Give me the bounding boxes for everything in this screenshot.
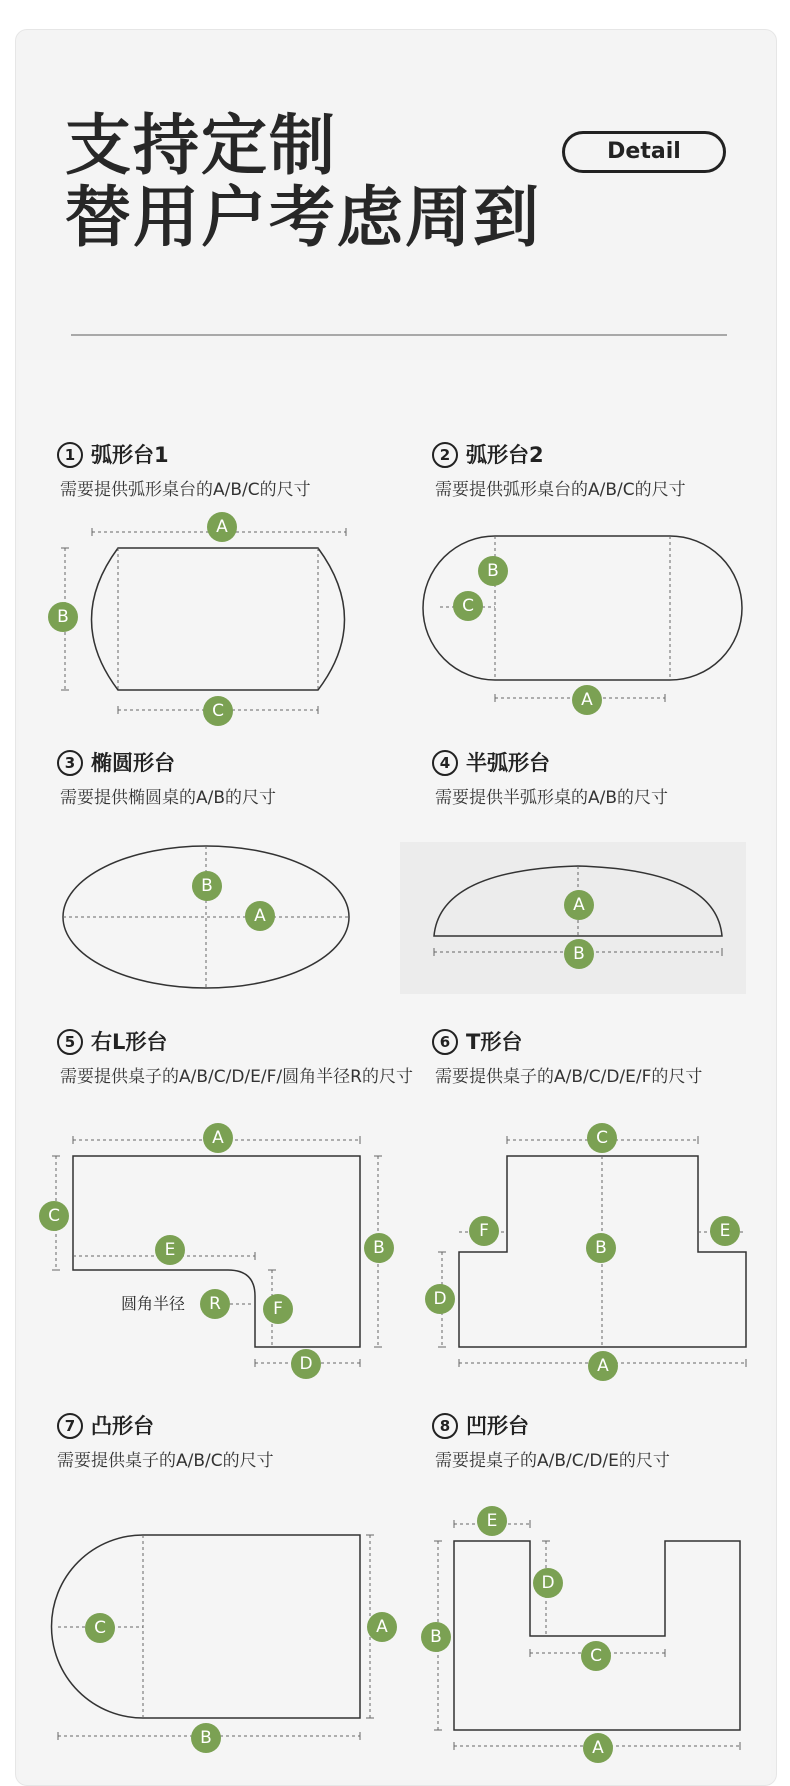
- svg-text:B: B: [573, 944, 585, 964]
- section-desc-7: 需要提供桌子的A/B/C的尺寸: [57, 1451, 274, 1471]
- svg-text:B: B: [57, 607, 69, 627]
- section-title-7: 7 凸形台: [57, 1410, 154, 1440]
- badge-d6-D: [425, 1284, 455, 1314]
- badge-d2-C: [453, 591, 483, 621]
- badge-d8-A: [583, 1733, 613, 1763]
- detail-button[interactable]: Detail: [562, 131, 726, 173]
- badge-d5-E: [155, 1235, 185, 1265]
- svg-text:B: B: [200, 1728, 212, 1748]
- svg-text:F: F: [479, 1221, 489, 1241]
- badge-d7-B: [191, 1723, 221, 1753]
- section-title-2: 2 弧形台2: [432, 439, 544, 469]
- radius-label: 圆角半径: [121, 1294, 186, 1313]
- badge-d3-B: [192, 871, 222, 901]
- badge-d4-A: [564, 890, 594, 920]
- section-number-6: 6: [432, 1029, 458, 1055]
- diagram-concave-table: [434, 1520, 740, 1750]
- svg-text:A: A: [216, 517, 228, 537]
- svg-text:D: D: [299, 1354, 313, 1374]
- badge-d5-C: [39, 1201, 69, 1231]
- section-number-3: 3: [57, 750, 83, 776]
- svg-text:E: E: [164, 1240, 176, 1260]
- badge-d8-B: [421, 1622, 451, 1652]
- badge-d7-A: [367, 1612, 397, 1642]
- svg-text:B: B: [201, 876, 213, 896]
- svg-text:D: D: [541, 1573, 555, 1593]
- section-desc-4: 需要提供半弧形桌的A/B的尺寸: [435, 788, 669, 808]
- svg-text:A: A: [597, 1356, 609, 1376]
- badge-d2-B: [478, 556, 508, 586]
- badge-d6-A: [588, 1351, 618, 1381]
- badge-d1-A: [207, 512, 237, 542]
- badge-d5-R: [200, 1289, 230, 1319]
- badge-d6-F: [469, 1216, 499, 1246]
- section-title-6: 6 T形台: [432, 1026, 522, 1056]
- badge-d8-C: [581, 1641, 611, 1671]
- svg-text:E: E: [486, 1511, 498, 1531]
- svg-text:D: D: [433, 1289, 447, 1309]
- badge-d5-B: [364, 1233, 394, 1263]
- badge-d1-C: [203, 696, 233, 726]
- page-title-line-2: 替用户考虑周到: [65, 179, 541, 256]
- section-title-8: 8 凹形台: [432, 1410, 529, 1440]
- badge-d5-F: [263, 1294, 293, 1324]
- section-desc-1: 需要提供弧形桌台的A/B/C的尺寸: [60, 480, 311, 500]
- svg-text:C: C: [212, 701, 224, 721]
- svg-text:C: C: [94, 1618, 106, 1638]
- badge-d1-B: [48, 602, 78, 632]
- svg-text:B: B: [430, 1627, 442, 1647]
- svg-text:C: C: [590, 1646, 602, 1666]
- svg-text:E: E: [719, 1221, 731, 1241]
- section-desc-3: 需要提供椭圆桌的A/B的尺寸: [60, 788, 277, 808]
- svg-text:R: R: [209, 1294, 221, 1314]
- svg-text:B: B: [595, 1238, 607, 1258]
- svg-text:A: A: [581, 690, 593, 710]
- svg-text:A: A: [592, 1738, 604, 1758]
- svg-text:C: C: [596, 1128, 608, 1148]
- svg-text:C: C: [462, 596, 474, 616]
- page-title-line-1: 支持定制: [65, 107, 337, 184]
- section-desc-6: 需要提供桌子的A/B/C/D/E/F的尺寸: [435, 1067, 703, 1087]
- svg-text:B: B: [373, 1238, 385, 1258]
- badge-d5-D: [291, 1349, 321, 1379]
- badge-d3-A: [245, 901, 275, 931]
- section-desc-2: 需要提供弧形桌台的A/B/C的尺寸: [435, 480, 686, 500]
- badge-d7-C: [85, 1613, 115, 1643]
- badge-d6-B: [586, 1233, 616, 1263]
- svg-text:B: B: [487, 561, 499, 581]
- section-number-2: 2: [432, 442, 458, 468]
- svg-text:A: A: [212, 1128, 224, 1148]
- svg-text:A: A: [376, 1617, 388, 1637]
- section-number-5: 5: [57, 1029, 83, 1055]
- section-title-5: 5 右L形台: [57, 1026, 167, 1056]
- section-number-7: 7: [57, 1413, 83, 1439]
- section-desc-5: 需要提供桌子的A/B/C/D/E/F/圆角半径R的尺寸: [60, 1067, 413, 1087]
- diagram-arc-table-1: [61, 528, 346, 714]
- badge-d4-B: [564, 939, 594, 969]
- svg-text:A: A: [254, 906, 266, 926]
- badge-d8-E: [477, 1506, 507, 1536]
- badge-d6-C: [587, 1123, 617, 1153]
- section-number-8: 8: [432, 1413, 458, 1439]
- section-title-4: 4 半弧形台: [432, 747, 550, 777]
- badge-d2-A: [572, 685, 602, 715]
- badge-d5-A: [203, 1123, 233, 1153]
- section-title-1: 1 弧形台1: [57, 439, 169, 469]
- badge-d6-E: [710, 1216, 740, 1246]
- section-title-3: 3 椭圆形台: [57, 747, 175, 777]
- section-number-1: 1: [57, 442, 83, 468]
- diagram-oval-table: [63, 846, 349, 988]
- section-desc-8: 需要提桌子的A/B/C/D/E的尺寸: [435, 1451, 670, 1471]
- badge-d8-D: [533, 1568, 563, 1598]
- svg-text:F: F: [273, 1299, 283, 1319]
- diagram-right-l-table: [52, 1136, 382, 1367]
- svg-text:A: A: [573, 895, 585, 915]
- svg-text:C: C: [48, 1206, 60, 1226]
- section-number-4: 4: [432, 750, 458, 776]
